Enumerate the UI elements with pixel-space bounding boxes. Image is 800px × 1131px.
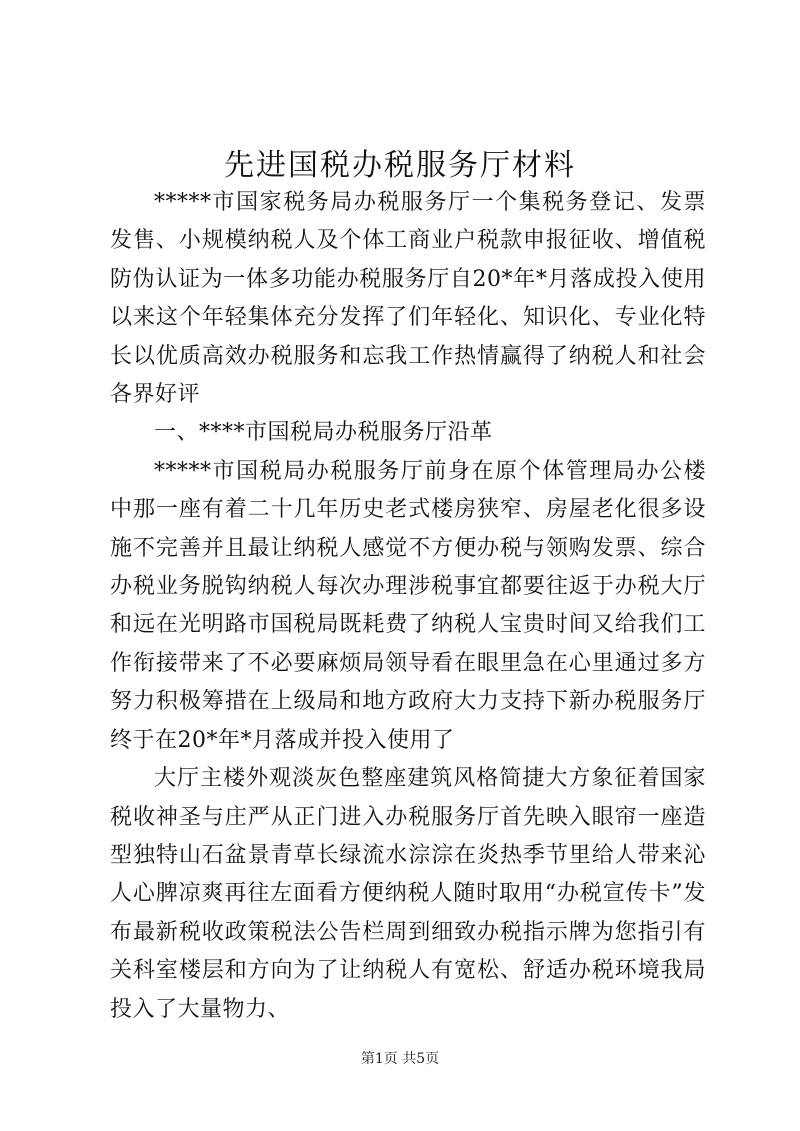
paragraph-hall-description: 大厅主楼外观淡灰色整座建筑风格简捷大方象征着国家税收神圣与庄严从正门进入办税服务厅首先映入眼帘一座造型独特山石盆景青草长绿流水淙淙在炎热季节里给人带来沁人心脾凉爽再往左面看方便纳税人随时取用“办税宣传卡”发布最新税收政策税法公告栏周到细致办税指示牌为您指引有关科室楼层和方向为了让纳税人有宽松、舒适办税环境我局投入了大量物力、 xyxy=(110,766,706,1022)
page-footer: 第1页 共5页 xyxy=(360,1051,440,1067)
paragraph-intro: *****市国家税务局办税服务厅一个集税务登记、发票发售、小规模纳税人及个体工商业户税款申报征收、增值税防伪认证为一体多功能办税服务厅自20*年*月落成投入使用以来这个年轻集体充分发挥了们年轻化、知识化、专业化特长以优质高效办税服务和忘我工作热情赢得了纳税人和社会各界好评 xyxy=(110,190,706,408)
paragraph-history: *****市国税局办税服务厅前身在原个体管理局办公楼中那一座有着二十几年历史老式楼房狭窄、房屋老化很多设施不完善并且最让纳税人感觉不方便办税与领购发票、综合办税业务脱钩纳税人每次办理涉税事宜都要往返于办税大厅和远在光明路市国税局既耗费了纳税人宝贵时间又给我们工作衔接带来了不必要麻烦局领导看在眼里急在心里通过多方努力积极筹措在上级局和地方政府大力支持下新办税服务厅终于在20*年*月落成并投入使用了 xyxy=(110,458,706,753)
document-title: 先进国税办税服务厅材料 xyxy=(224,148,576,183)
document-body xyxy=(110,184,706,1029)
section-heading-history: 一、****市国税局办税服务厅沿革 xyxy=(154,420,493,446)
